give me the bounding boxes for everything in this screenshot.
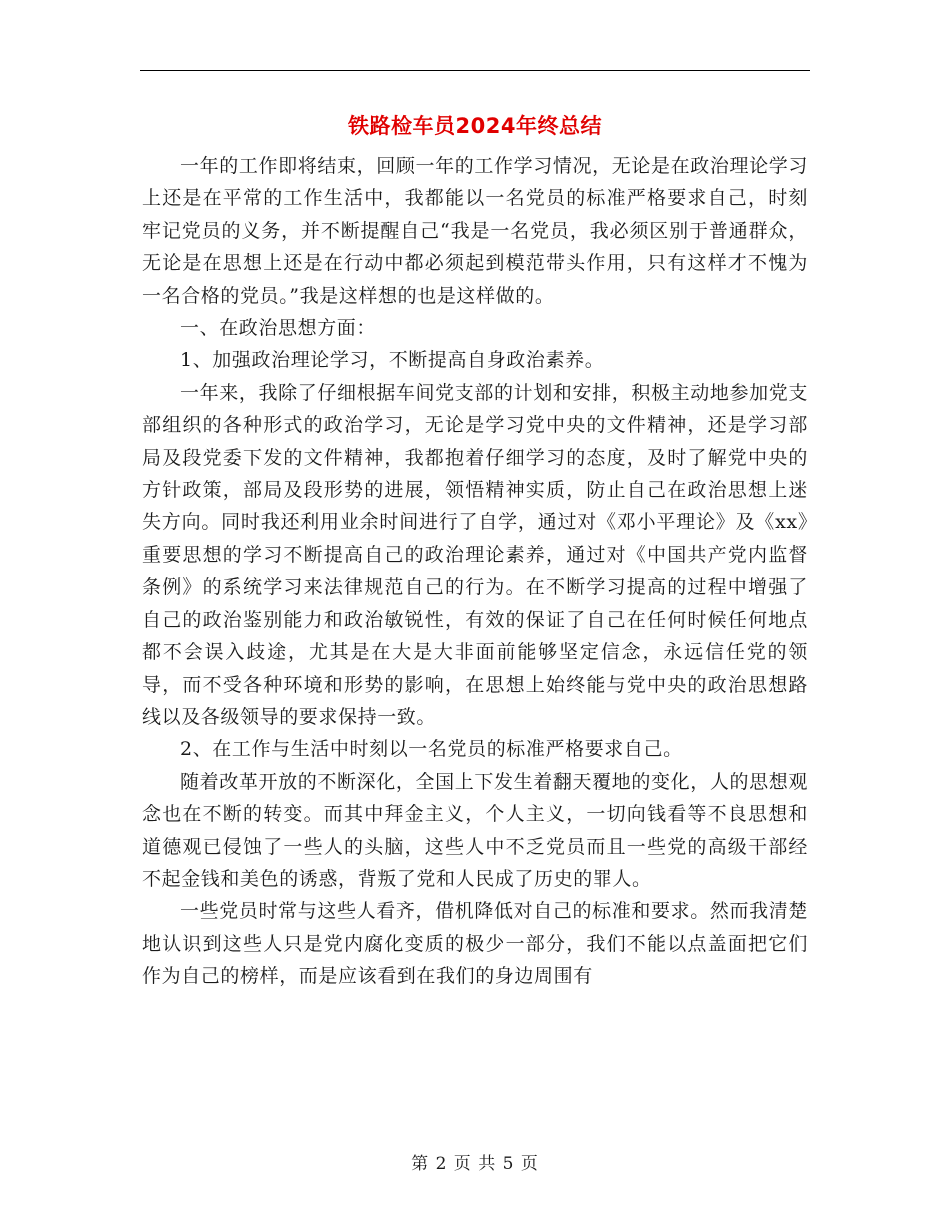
paragraph: 随着改革开放的不断深化，全国上下发生着翻天覆地的变化，人的思想观念也在不断的转变。而其中拜金主义，个人主义，一切向钱看等不良思想和道德观已侵蚀了一些人的头脑，这些人中不乏党员而且一些党的高级干部经不起金钱和美色的诱惑，背叛了党和人民成了历史的罪人。	[142, 770, 808, 890]
document-body	[142, 150, 808, 993]
page-number-footer: 第 2 页 共 5 页	[411, 1154, 539, 1174]
paragraph: 一些党员时常与这些人看齐，借机降低对自己的标准和要求。然而我清楚地认识到这些人只是党内腐化变质的极少一部分，我们不能以点盖面把它们作为自己的榜样，而是应该看到在我们的身边周围有	[142, 900, 808, 988]
paragraph: 一年的工作即将结束，回顾一年的工作学习情况，无论是在政治理论学习上还是在平常的工作生活中，我都能以一名党员的标准严格要求自己，时刻牢记党员的义务，并不断提醒自己“我是一名党员，我必须区别于普通群众，无论是在思想上还是在行动中都必须起到模范带头作用，只有这样才不愧为一名合格的党员。”我是这样想的也是这样做的。	[142, 155, 808, 307]
header-rule	[140, 70, 810, 71]
paragraph: 一年来，我除了仔细根据车间党支部的计划和安排，积极主动地参加党支部组织的各种形式的政治学习，无论是学习党中央的文件精神，还是学习部局及段党委下发的文件精神，我都抱着仔细学习的态度，及时了解党中央的方针政策，部局及段形势的进展，领悟精神实质，防止自己在政治思想上迷失方向。同时我还利用业余时间进行了自学，通过对《邓小平理论》及《xx》重要思想的学习不断提高自己的政治理论素养，通过对《中国共产党内监督条例》的系统学习来法律规范自己的行为。在不断学习提高的过程中增强了自己的政治鉴别能力和政治敏锐性，有效的保证了自己在任何时候任何地点都不会误入歧途，尤其是在大是大非面前能够坚定信念，永远信任党的领导，而不受各种环境和形势的影响，在思想上始终能与党中央的政治思想路线以及各级领导的要求保持一致。	[142, 381, 808, 728]
document-title: 铁路检车员2024年终总结	[348, 114, 602, 138]
subsection-heading: 1、加强政治理论学习，不断提高自身政治素养。	[180, 349, 605, 372]
subsection-heading: 2、在工作与生活中时刻以一名党员的标准严格要求自己。	[180, 738, 683, 761]
section-heading: 一、在政治思想方面：	[180, 317, 377, 340]
